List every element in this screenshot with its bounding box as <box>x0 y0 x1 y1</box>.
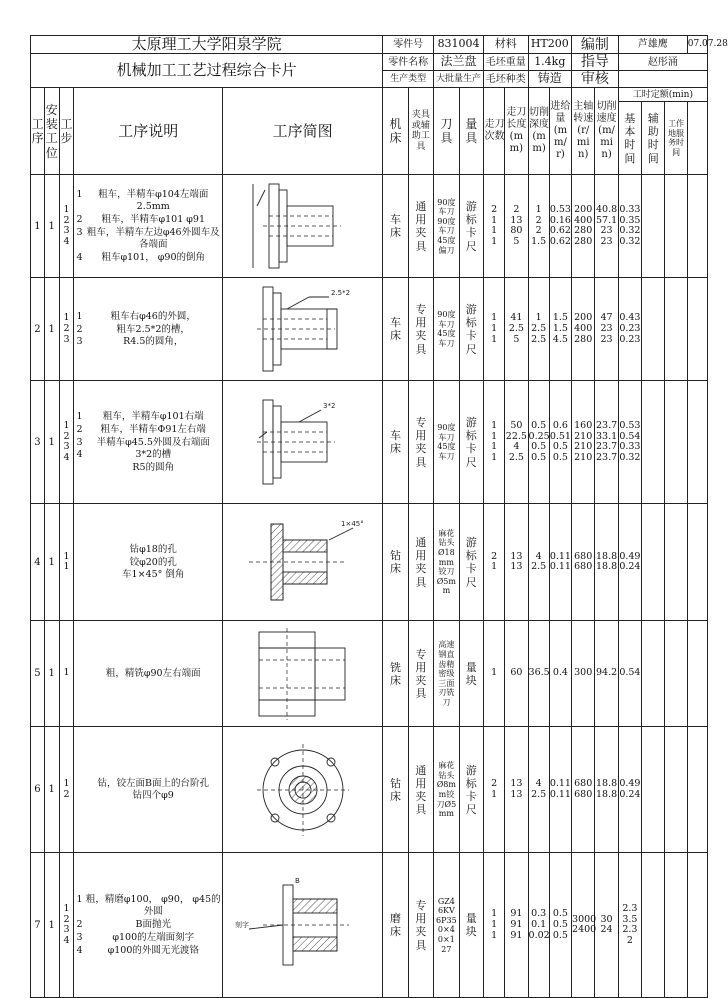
basic-time: 0.49 0.24 <box>618 504 641 621</box>
compiler-name: 芦雄鹰 <box>618 36 687 54</box>
desc-item: 3 R4.5的圆角， <box>76 336 184 348</box>
col-feed: 进给量(m m/r) <box>550 101 571 161</box>
blank-type: 铸造 <box>528 71 572 88</box>
desc-item: 1 粗，精磨φ100， φ90， φ45的外圆 <box>76 894 221 918</box>
install-no: 1 <box>44 621 59 727</box>
work-time <box>665 504 687 621</box>
fixture: 专用夹具 <box>415 416 427 469</box>
col-depth: 切削深度(mm) <box>529 107 550 155</box>
process-desc <box>74 621 223 727</box>
col-passes: 走刀次数 <box>484 119 505 143</box>
spindle-speed: 3000 2400 <box>572 853 595 998</box>
install-no: 1 <box>44 381 59 504</box>
col-process: 工序 <box>31 117 44 146</box>
cut-velocity: 18.8 18.8 <box>595 504 618 621</box>
empty-cell <box>687 727 707 853</box>
desc-item: 1 粗车，半精车φ104左端面2.5mm <box>76 189 209 213</box>
spindle-speed: 200 400 280 280 <box>572 175 595 278</box>
empty-cell <box>687 853 707 998</box>
part-sketch-1 <box>229 176 377 276</box>
spindle-speed: 680 680 <box>572 727 595 853</box>
tool: 麻花钻头Ø8mm铰刀Ø5mm <box>436 761 457 819</box>
col-install: 安装工位 <box>45 102 58 160</box>
col-tool: 刀具 <box>440 117 453 146</box>
process-desc <box>74 853 223 998</box>
passes: 1 1 1 <box>483 853 504 998</box>
work-time <box>665 621 687 727</box>
work-time <box>665 278 687 381</box>
feed-rate: 0.11 0.11 <box>549 727 571 853</box>
aux-time <box>642 504 665 621</box>
aux-time <box>642 278 665 381</box>
tool: 麻花钻头Ø18mm铰刀Ø5mm <box>436 528 456 596</box>
desc-item: 1 粗车，半精车φ101右端 <box>76 410 204 422</box>
cut-length: 50 22.5 4 2.5 <box>505 381 528 504</box>
step-nos: 1 <box>59 621 74 727</box>
basic-time: 0.33 0.35 0.32 0.32 <box>618 175 641 278</box>
process-desc <box>74 504 223 621</box>
col-step: 工步 <box>60 117 73 146</box>
basic-time: 0.43 0.23 0.23 <box>618 278 641 381</box>
reviewer-name <box>618 71 707 88</box>
school-name: 太原理工大学阳泉学院 <box>31 36 383 54</box>
empty-cell <box>687 381 707 504</box>
col-gauge: 量具 <box>465 117 478 146</box>
gauge: 游标卡尺 <box>465 763 477 817</box>
part-sketch-3 <box>229 392 377 492</box>
card-title: 机械加工工艺过程综合卡片 <box>31 54 383 88</box>
cut-velocity: 47 23 23 <box>595 278 618 381</box>
col-basic: 基本时间 <box>624 112 636 165</box>
cut-depth: 4 2.5 <box>528 727 549 853</box>
desc-item: 钻，铰左面B面上的台阶孔 <box>97 777 209 789</box>
desc-item: 2 粗车，半精车Φ91左右端 <box>76 423 206 435</box>
machine: 车床 <box>389 429 401 456</box>
work-time <box>665 727 687 853</box>
step-nos: 1 2 3 4 <box>59 381 74 504</box>
fixture: 通用夹具 <box>415 536 427 589</box>
col-aux: 辅助时间 <box>647 112 659 165</box>
process-card-table <box>30 35 728 998</box>
guide-name: 赵彤涌 <box>618 54 707 71</box>
fixture: 通用夹具 <box>415 200 427 253</box>
part-sketch-4 <box>229 512 377 612</box>
gauge: 量块 <box>465 912 477 939</box>
aux-time <box>642 381 665 504</box>
work-time <box>665 853 687 998</box>
aux-time <box>642 621 665 727</box>
aux-time <box>642 727 665 853</box>
process-desc <box>74 175 223 278</box>
desc-item: 2 B面抛光 <box>76 919 171 930</box>
desc-item: 1 粗车右φ46的外圆， <box>76 310 196 322</box>
cut-depth: 1 2 2 1.5 <box>528 175 549 278</box>
col-velocity: 切削速度(m/min) <box>596 101 617 161</box>
work-time <box>665 381 687 504</box>
process-no: 7 <box>31 853 45 998</box>
material: HT200 <box>528 36 572 54</box>
blank-weight: 1.4kg <box>528 54 572 71</box>
part-name: 法兰盘 <box>434 54 484 71</box>
desc-item: 3 φ100的左端面刻字 <box>76 931 195 943</box>
cut-length: 41 2.5 5 <box>505 278 528 381</box>
passes: 1 1 1 1 <box>483 381 504 504</box>
cut-velocity: 40.8 57.1 23 23 <box>595 175 618 278</box>
part-no: 831004 <box>434 36 484 54</box>
gauge: 游标卡尺 <box>465 303 477 356</box>
col-desc: 工序说明 <box>74 88 223 175</box>
process-no: 3 <box>31 381 45 504</box>
basic-time: 0.49 0.24 <box>618 727 641 853</box>
cut-velocity: 23.7 33.1 23.7 23.7 <box>595 381 618 504</box>
passes: 1 1 1 <box>483 278 504 381</box>
process-row-7 <box>31 853 708 998</box>
prod-type-label: 生产类型 <box>383 71 434 88</box>
spindle-speed: 680 680 <box>572 504 595 621</box>
aux-time <box>642 853 665 998</box>
blank-weight-label: 毛坯重量 <box>483 54 528 71</box>
gauge: 游标卡尺 <box>465 200 477 253</box>
process-row-3 <box>31 381 708 504</box>
desc-item: 铰φ20的孔 <box>129 556 177 568</box>
process-row-5 <box>31 621 708 727</box>
machine: 钻床 <box>389 549 401 576</box>
process-no: 2 <box>31 278 45 381</box>
machine: 钻床 <box>389 776 401 803</box>
material-label: 材料 <box>483 36 528 54</box>
cut-length: 91 91 91 <box>505 853 528 998</box>
review-label: 审核 <box>572 71 619 88</box>
feed-rate: 0.11 0.11 <box>549 504 571 621</box>
desc-item: 2 粗车，半精车φ101 φ91 <box>76 214 206 226</box>
desc-item: 3 粗车，半精车左边φ46外圆车及各端面 <box>76 226 220 250</box>
process-row-1 <box>31 175 708 278</box>
cut-velocity: 94.2 <box>595 621 618 727</box>
cut-velocity: 30 24 <box>595 853 618 998</box>
process-sketch <box>223 381 383 504</box>
empty-cell <box>687 504 707 621</box>
process-sketch <box>223 175 383 278</box>
step-nos: 1 1 <box>59 504 74 621</box>
gauge: 量块 <box>465 660 477 687</box>
process-row-4 <box>31 504 708 621</box>
tool: 90度车刀90度车刀45度偏刀 <box>437 197 456 255</box>
gauge: 游标卡尺 <box>465 416 477 469</box>
machine: 铣床 <box>389 660 401 687</box>
install-no: 1 <box>44 278 59 381</box>
cut-length: 2 13 80 5 <box>505 175 528 278</box>
col-length: 走刀长度(mm) <box>506 107 527 155</box>
step-nos: 1 2 3 <box>59 278 74 381</box>
part-name-label: 零件名称 <box>383 54 434 71</box>
passes: 2 1 <box>483 504 504 621</box>
desc-item: 车1×45° 倒角 <box>122 569 185 581</box>
desc-item: 钻四个φ9 <box>132 790 174 802</box>
desc-item: 钻φ18的孔 <box>129 543 177 555</box>
col-machine: 机床 <box>389 117 402 146</box>
sketch-label: 2.5*2 <box>330 289 350 298</box>
fixture: 通用夹具 <box>415 763 427 817</box>
empty-cell <box>687 278 707 381</box>
cut-velocity: 18.8 18.8 <box>595 727 618 853</box>
process-no: 1 <box>31 175 45 278</box>
spindle-speed: 300 <box>572 621 595 727</box>
cut-length: 13 13 <box>505 727 528 853</box>
cut-depth: 36.5 <box>528 621 549 727</box>
compile-date: 07.07.28 <box>687 36 707 54</box>
fixture: 专用夹具 <box>415 303 427 356</box>
spindle-speed: 200 400 280 <box>572 278 595 381</box>
process-desc <box>74 727 223 853</box>
basic-time: 2.3 3.5 2.3 2 <box>618 853 641 998</box>
sketch-label: B <box>294 877 300 886</box>
tool: 90度车刀45度车刀 <box>437 310 456 349</box>
guide-label: 指导 <box>572 54 619 71</box>
tool: 高速钢直齿精密级三面刃铣刀 <box>438 640 455 707</box>
sketch-label: 3*2 <box>322 402 336 411</box>
sketch-label: 刻字 <box>234 921 249 930</box>
compile-label: 编制 <box>572 36 619 54</box>
work-time <box>665 175 687 278</box>
feed-rate: 1.5 1.5 4.5 <box>549 278 571 381</box>
col-work: 工作地服务时间 <box>668 119 685 158</box>
cut-depth: 1 2.5 2.5 <box>528 278 549 381</box>
process-row-6 <box>31 727 708 853</box>
machine: 磨床 <box>389 912 401 939</box>
sketch-label: 1×45° <box>340 520 364 529</box>
part-sketch-5 <box>229 624 377 724</box>
process-sketch <box>223 278 383 381</box>
aux-time <box>642 175 665 278</box>
cut-depth: 0.3 0.1 0.02 <box>528 853 549 998</box>
process-no: 5 <box>31 621 45 727</box>
part-no-label: 零件号 <box>383 36 434 54</box>
process-sketch <box>223 853 383 998</box>
col-speed: 主轴转速(r/min) <box>573 101 594 161</box>
empty-cell <box>687 621 707 727</box>
install-no: 1 <box>44 504 59 621</box>
process-desc <box>74 381 223 504</box>
desc-item: 4 3*2的槽 <box>76 449 172 461</box>
spindle-speed: 160 210 210 210 <box>572 381 595 504</box>
machine: 车床 <box>389 316 401 343</box>
install-no: 1 <box>44 853 59 998</box>
tool: GZ46KV6P350×40×127 <box>436 896 457 954</box>
step-nos: 1 2 3 4 <box>59 853 74 998</box>
prod-type: 大批量生产 <box>434 71 484 88</box>
blank-type-label: 毛坯种类 <box>483 71 528 88</box>
part-sketch-7 <box>229 875 377 975</box>
desc-item: 粗，精铣φ90左右端面 <box>105 668 201 679</box>
cut-length: 60 <box>505 621 528 727</box>
install-no: 1 <box>44 727 59 853</box>
fixture: 专用夹具 <box>415 647 427 701</box>
col-fixture: 夹具或辅助工具 <box>411 109 430 153</box>
cut-length: 13 13 <box>505 504 528 621</box>
feed-rate: 0.5 0.5 0.5 <box>549 853 571 998</box>
part-sketch-6 <box>229 740 377 840</box>
col-time-group: 工时定额(min) <box>618 88 707 102</box>
process-desc <box>74 278 223 381</box>
process-no: 4 <box>31 504 45 621</box>
cut-depth: 4 2.5 <box>528 504 549 621</box>
desc-item: 2 粗车2.5*2的槽， <box>76 323 190 335</box>
desc-item: 3 半精车φ45.5外圆及右端面 <box>76 436 210 448</box>
feed-rate: 0.53 0.16 0.62 0.62 <box>549 175 571 278</box>
cut-depth: 0.5 0.25 0.5 0.5 <box>528 381 549 504</box>
desc-item: 4 粗车φ101， φ90的倒角 <box>76 251 206 263</box>
passes: 2 1 <box>483 727 504 853</box>
process-row-2 <box>31 278 708 381</box>
gauge: 游标卡尺 <box>465 536 477 589</box>
process-sketch <box>223 621 383 727</box>
col-sketch: 工序简图 <box>223 88 383 175</box>
desc-item: R5的圆角 <box>132 462 175 474</box>
passes: 2 1 1 1 <box>483 175 504 278</box>
feed-rate: 0.6 0.51 0.5 0.5 <box>549 381 571 504</box>
fixture: 专用夹具 <box>415 899 427 952</box>
process-sketch <box>223 504 383 621</box>
desc-item: 4 φ100的外圆无光渡铬 <box>76 944 199 956</box>
step-nos: 1 2 <box>59 727 74 853</box>
empty-cell <box>687 175 707 278</box>
process-sketch <box>223 727 383 853</box>
part-sketch-2 <box>229 279 377 379</box>
machine: 车床 <box>389 213 401 240</box>
process-no: 6 <box>31 727 45 853</box>
feed-rate: 0.4 <box>549 621 571 727</box>
step-nos: 1 2 3 4 <box>59 175 74 278</box>
install-no: 1 <box>44 175 59 278</box>
tool: 90度车刀45度车刀 <box>437 423 456 462</box>
passes: 1 <box>483 621 504 727</box>
basic-time: 0.53 0.54 0.33 0.32 <box>618 381 641 504</box>
basic-time: 0.54 <box>618 621 641 727</box>
